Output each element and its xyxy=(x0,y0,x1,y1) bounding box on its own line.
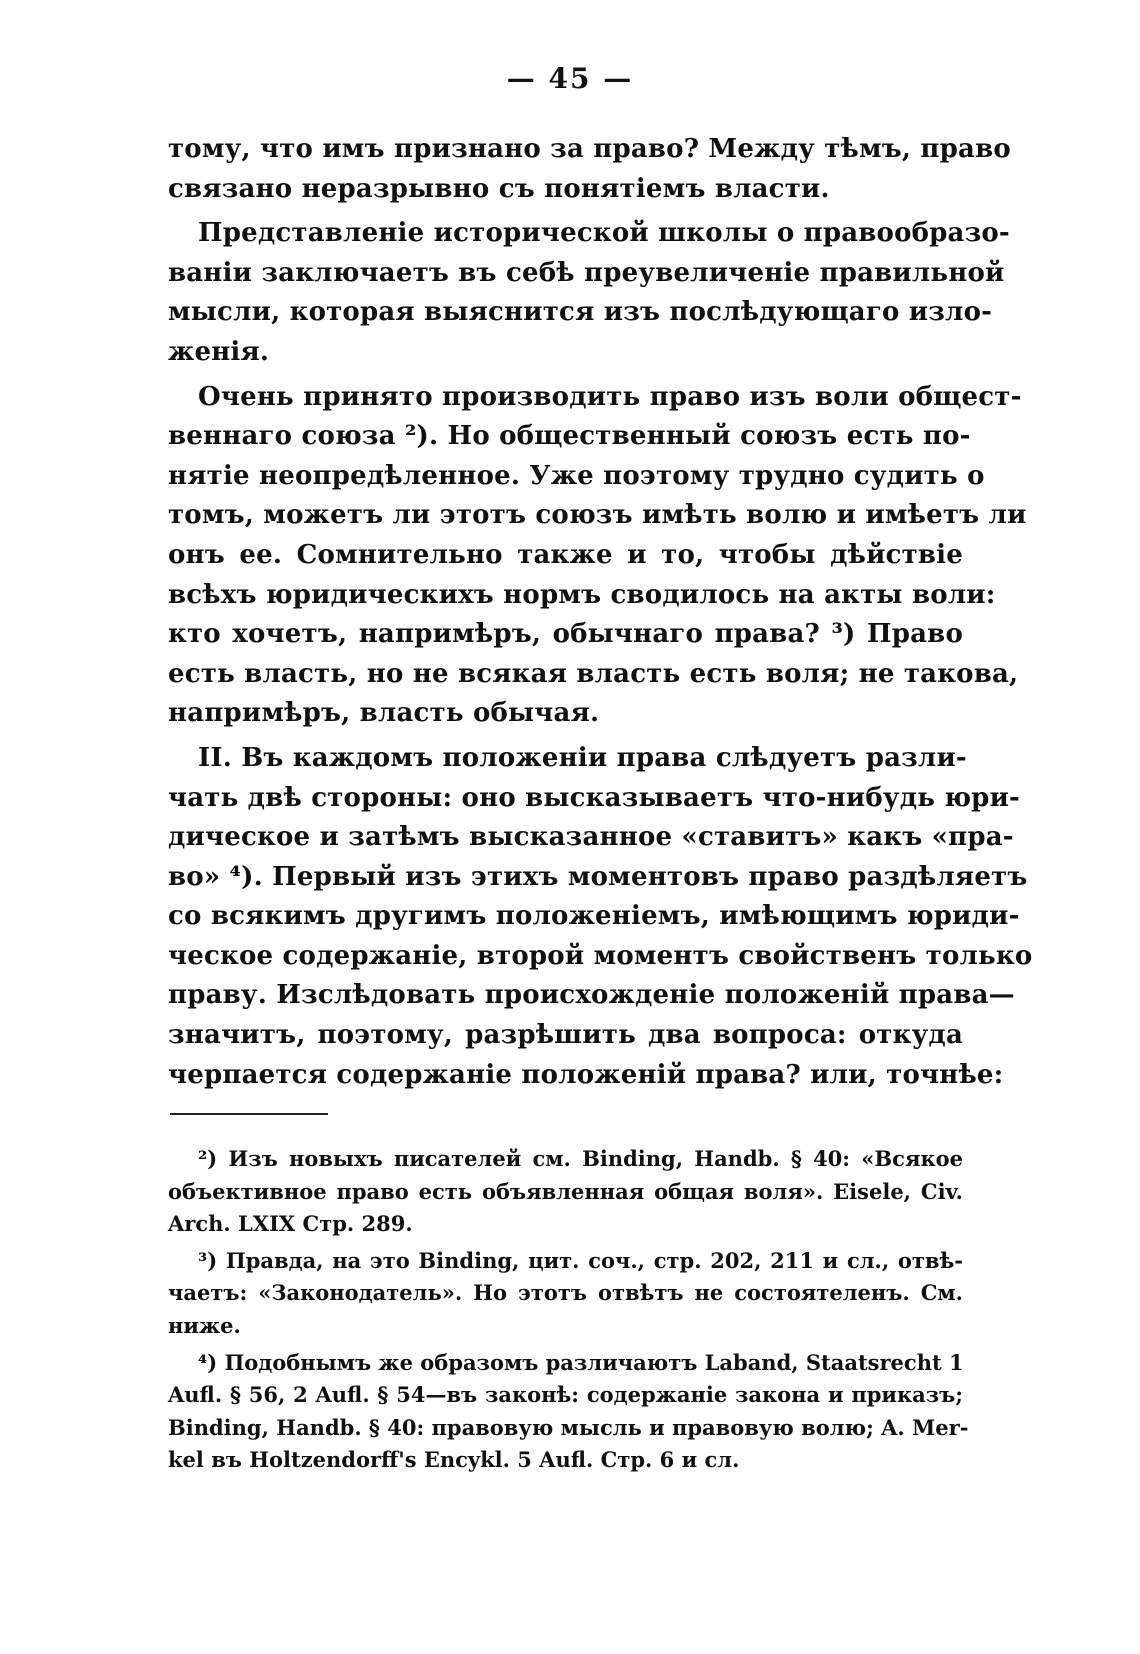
text-line: значитъ, поэтому, разрѣшить два вопроса: откуда xyxy=(168,1020,963,1051)
text-line: связано неразрывно съ понятіемъ власти. xyxy=(168,173,830,204)
text-line: тому, что имъ признано за право? Между тѣмъ, право xyxy=(168,134,1011,164)
text-line: ческое содержаніе, второй моментъ свойственъ только xyxy=(168,940,1033,971)
text-line: женія. xyxy=(168,336,270,367)
footnote-line: ⁴) Подобнымъ же образомъ различаютъ Laband, Staatsrecht 1 xyxy=(198,1349,964,1375)
text-line: праву. Изслѣдовать происхожденіе положеній права— xyxy=(168,980,1015,1011)
text-line: кто хочетъ, напримѣръ, обычнаго права? ³) Право xyxy=(168,619,963,650)
footnotes xyxy=(168,1143,969,1477)
text-line: нятіе неопредѣленное. Уже поэтому трудно судить о xyxy=(168,460,985,491)
footnote-line: Arch. LXIX Стр. 289. xyxy=(168,1211,413,1237)
text-line: веннаго союза ²). Но общественный союзъ есть по- xyxy=(168,421,971,452)
footnote-line: Aufl. § 56, 2 Aufl. § 54—въ законѣ: содержаніе закона и приказъ; xyxy=(168,1382,963,1408)
text-line: во» ⁴). Первый изъ этихъ моментовъ право раздѣляетъ xyxy=(168,861,1028,892)
text-line: черпается содержаніе положеній права? или, точнѣе: xyxy=(168,1059,1004,1090)
footnote-line: ³) Правда, на это Binding, цит. соч., стр. 202, 211 и сл., отвѣ- xyxy=(198,1247,963,1273)
footnote-line: ниже. xyxy=(168,1312,241,1338)
text-line: есть власть, но не всякая власть есть воля; не такова, xyxy=(168,658,1019,689)
footnote-line: объективное право есть объявленная общая воля». Eisele, Civ. xyxy=(168,1178,963,1204)
text-line: со всякимъ другимъ положеніемъ, имѣющимъ юриди- xyxy=(168,901,1020,932)
page-number: — 45 — xyxy=(506,62,634,95)
footnote-divider xyxy=(170,1113,328,1115)
text-line: II. Въ каждомъ положеніи права слѣдуетъ разли- xyxy=(198,742,967,773)
main-text xyxy=(168,130,1033,1095)
text-line: всѣхъ юридическихъ нормъ сводилось на акты воли: xyxy=(168,579,996,610)
text-line: Очень принято производить право изъ воли общест- xyxy=(198,381,1022,412)
text-line: томъ, можетъ ли этотъ союзъ имѣть волю и имѣетъ ли xyxy=(168,500,1027,531)
text-line: чать двѣ стороны: оно высказываетъ что-нибудь юри- xyxy=(168,782,1021,813)
text-line: мысли, которая выяснится изъ послѣдующаго изло- xyxy=(168,297,993,328)
footnote-line: чаетъ: «Законодатель». Но этотъ отвѣтъ не состоятеленъ. См. xyxy=(168,1280,963,1306)
text-line: дическое и затѣмъ высказанное «ставитъ» какъ «пра- xyxy=(168,822,1014,853)
footnote-line: ²) Изъ новыхъ писателей см. Binding, Handb. § 40: «Всякое xyxy=(198,1146,963,1171)
text-line: онъ ее. Сомнительно также и то, чтобы дѣйствіе xyxy=(168,539,963,570)
text-line: Представленіе исторической школы о правообразо- xyxy=(198,218,1010,249)
footnote-line: kel въ Holtzendorff's Encykl. 5 Aufl. Стр. 6 и сл. xyxy=(168,1447,740,1473)
text-line: ваніи заключаетъ въ себѣ преувеличеніе правильной xyxy=(168,257,1005,288)
footnote-line: Binding, Handb. § 40: правовую мысль и правовую волю; A. Mer- xyxy=(168,1414,969,1440)
text-line: напримѣръ, власть обычая. xyxy=(168,698,600,729)
